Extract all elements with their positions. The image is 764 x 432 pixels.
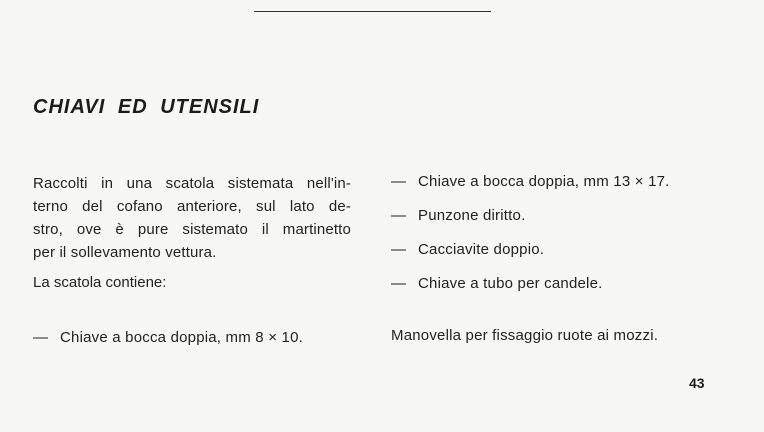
list-item [33, 326, 303, 349]
list-item [391, 238, 731, 261]
list-dash: — [391, 275, 407, 292]
section-title: CHIAVI ED UTENSILI [33, 96, 260, 118]
list-dash: — [391, 173, 407, 190]
intro-line: stro, ove è pure sistemato il martinetto [33, 221, 351, 238]
list-dash: — [391, 241, 407, 258]
intro-line: Raccolti in una scatola sistemata nell'in- [33, 175, 351, 192]
list-item [391, 272, 731, 295]
list-item-text: Chiave a bocca doppia, mm 8 × 10. [60, 329, 303, 346]
list-item-text: Punzone diritto. [418, 207, 526, 224]
intro-paragraph [33, 172, 363, 294]
intro-line: terno del cofano anteriore, sul lato de- [33, 198, 351, 215]
list-item-text: Cacciavite doppio. [418, 241, 545, 258]
list-dash: — [391, 207, 407, 224]
list-item-text: Chiave a bocca doppia, mm 13 × 17. [418, 173, 670, 190]
page-number: 43 [689, 375, 705, 391]
tool-list [391, 170, 731, 306]
manovella-text: Manovella per fissaggio ruote ai mozzi. [391, 327, 659, 344]
list-item [391, 204, 731, 227]
list-item-text: Chiave a tubo per candele. [418, 275, 603, 292]
intro-line: per il sollevamento vettura. [33, 244, 217, 261]
top-rule [254, 11, 491, 12]
list-item [391, 170, 731, 193]
box-contains-text: La scatola contiene: [33, 274, 167, 291]
list-dash: — [33, 329, 49, 346]
